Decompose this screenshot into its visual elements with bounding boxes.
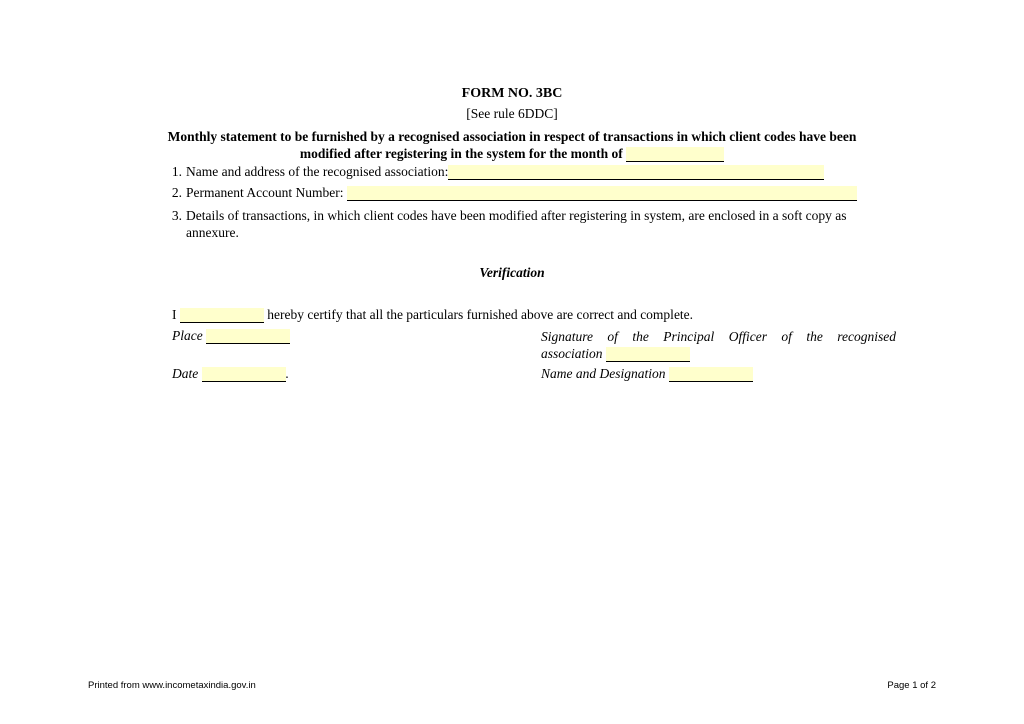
signature-word: the [806,329,823,344]
signature-word: of [781,329,792,344]
signature-word: the [632,329,649,344]
date-field[interactable] [202,367,286,382]
signature-word: of [607,329,618,344]
signature-block [541,328,896,362]
item-1-number: 1. [171,164,182,179]
certify-prefix: I [172,307,177,322]
item-2-number: 2. [171,185,182,200]
form-heading-line2-text: modified after registering in the system for the month of [299,146,623,161]
date-label: Date [172,366,199,381]
signature-word: Principal [663,329,715,344]
certify-text: hereby certify that all the particulars furnished above are correct and complete. [267,307,694,322]
month-field[interactable] [626,147,724,162]
signature-word: Officer [728,329,767,344]
form-rule-reference: [See rule 6DDC] [466,106,558,121]
certification-line [172,307,693,323]
item-2-label: Permanent Account Number: [186,185,344,200]
signature-line1 [541,328,896,345]
signature-word: recognised [837,329,896,344]
signature-field[interactable] [606,347,690,362]
item-1-label: Name and address of the recognised association: [186,164,449,179]
date-suffix: . [285,366,289,381]
footer-printed-from: Printed from www.incometaxindia.gov.in [88,680,256,691]
place-line [172,328,290,344]
signature-word: Signature [541,329,593,344]
association-name-address-field[interactable] [448,165,824,180]
certifier-name-field[interactable] [180,308,264,323]
signature-line2 [541,345,896,362]
place-field[interactable] [206,329,290,344]
verification-heading: Verification [479,265,545,280]
footer-page-number: Page 1 of 2 [887,680,936,691]
name-designation-field[interactable] [669,367,753,382]
item-2 [168,185,857,201]
item-3-text: Details of transactions, in which client codes have been modified after registering in system, are enclosed in a soft copy as [186,208,847,223]
form-heading-line1: Monthly statement to be furnished by a recognised association in respect of transactions in which client codes have been [167,129,857,144]
item-3-number: 3. [171,208,182,223]
item-1 [168,164,824,180]
name-designation-label: Name and Designation [541,366,666,381]
place-label: Place [172,328,203,343]
name-designation-line [541,366,753,382]
pan-field[interactable] [347,186,857,201]
form-title: FORM NO. 3BC [461,86,563,101]
form-heading-line2 [0,145,1024,162]
item-3-line1 [168,207,847,224]
form-heading [0,128,1024,162]
date-line [172,366,289,382]
item-3-line2: annexure. [186,225,239,240]
signature-line2-label: association [541,346,603,361]
item-3 [168,207,847,241]
